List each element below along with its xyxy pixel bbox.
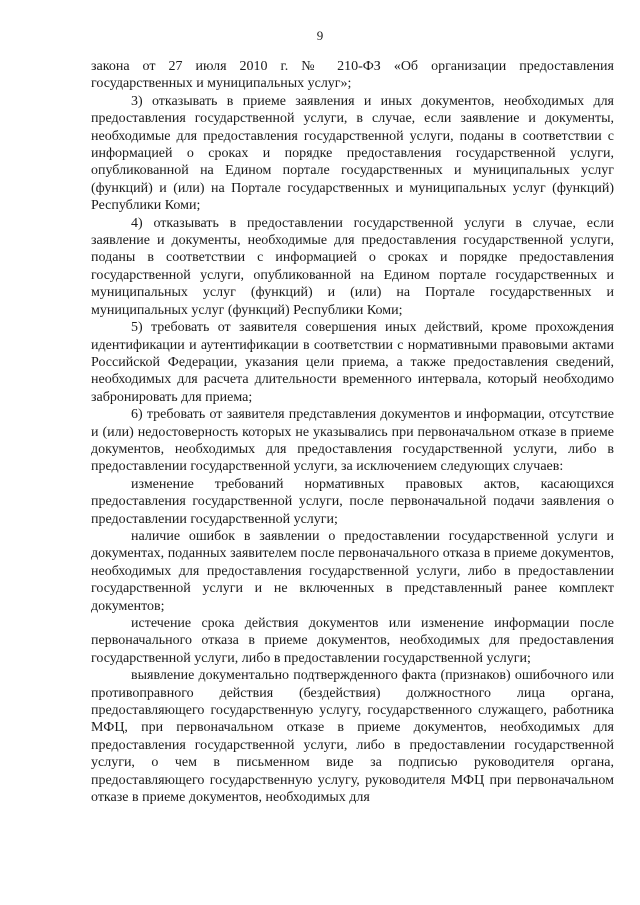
- paragraph-continuation: закона от 27 июля 2010 г. № 210-ФЗ «Об организации предоставления государственных и муниципальных услуг»;: [91, 59, 614, 92]
- page-number: 9: [316, 28, 324, 43]
- paragraph-item-4: 4) отказывать в предоставлении государственной услуги в случае, если заявление и документы, необходимые для предоставления государственной услуги, поданы в соответствии с информацией о сроках и порядке предоставления государственной услуги, опубликованной на Едином портале государственных и муниципальных услуг (функций) и (или) на Портале государственных и муниципальных услуг (функций) Республики Коми;: [91, 215, 614, 318]
- exception-case-3: истечение срока действия документов или изменение информации после первоначального отказа в приеме документов, необходимых для предоставления государственной услуги, либо в предоставлении государственной услуги;: [91, 616, 614, 666]
- exception-case-1: изменение требований нормативных правовых актов, касающихся предоставления государственной услуги, после первоначальной подачи заявления о предоставлении государственной услуги;: [91, 476, 614, 527]
- paragraph-item-6: 6) требовать от заявителя представления документов и информации, отсутствие и (или) недостоверность которых не указывались при первоначальном отказе в приеме документов, необходимых для предоставления государственной услуги, либо в предоставлении государственной услуги, за исключением следующих случаев:: [91, 407, 614, 475]
- exception-case-2: наличие ошибок в заявлении о предоставлении государственной услуги и документах, поданных заявителем после первоначального отказа в приеме документов, необходимых для предоставления государственной услуги, либо в предоставлении государственной услуги и не включенных в представленный ранее комплект документов;: [91, 528, 614, 614]
- exception-case-4: выявление документально подтвержденного факта (признаков) ошибочного или противоправного действия (бездействия) должностного лица органа, предоставляющего государственную услугу, государственного служащего, работника МФЦ, при первоначальном отказе в приеме документов, необходимых для предоставления государственной услуги, либо в предоставлении государственной услуги, о чем в письменном виде за подписью руководителя органа, предоставляющего государственную услугу, руководителя МФЦ при первоначальном отказе в приеме документов, необходимых для: [91, 668, 614, 806]
- document-body: [91, 58, 614, 806]
- paragraph-item-3: 3) отказывать в приеме заявления и иных документов, необходимых для предоставления государственной услуги, в случае, если заявление и документы, необходимые для предоставления государственной услуги, поданы в соответствии с информацией о сроках и порядке предоставления государственной услуги, опубликованной на Едином портале государственных и муниципальных услуг (функций) и (или) на Портале государственных и муниципальных услуг (функций) Республики Коми;: [91, 93, 614, 214]
- paragraph-item-5: 5) требовать от заявителя совершения иных действий, кроме прохождения идентификации и аутентификации в соответствии с нормативными правовыми актами Российской Федерации, указания цели приема, а также предоставления сведений, необходимых для расчета длительности временного интервала, который необходимо забронировать для приема;: [91, 320, 614, 405]
